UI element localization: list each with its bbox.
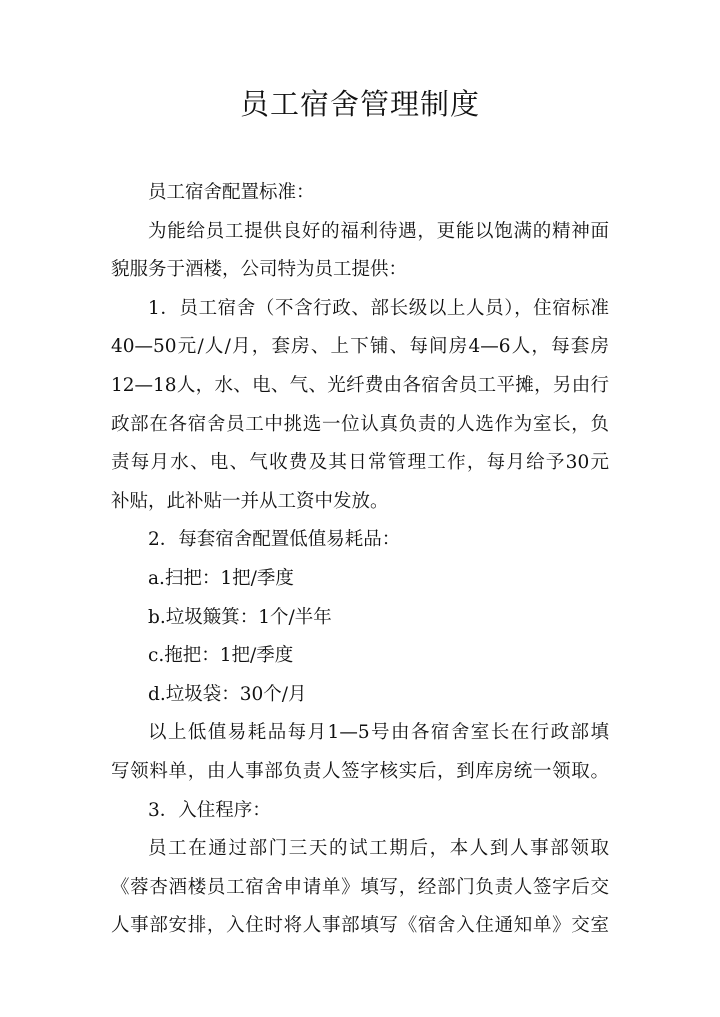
item-1-line: 1．员工宿舍（不含行政、部长级以上人员），住宿标准 (148, 297, 609, 319)
supply-item-dustpan: b.垃圾簸箕：1个/半年 (148, 606, 332, 628)
section-heading-config: 员工宿舍配置标准： (148, 182, 315, 203)
item-1-line: 40—50元/人/月，套房、上下铺、每间房4—6人，每套房 (111, 336, 609, 358)
supply-item-mop: c.拖把：1把/季度 (148, 645, 294, 667)
item-3-heading: 3．入住程序： (148, 799, 271, 821)
item-1-line: 12—18人，水、电、气、光纤费由各宿舍员工平摊，另由行 (111, 374, 609, 396)
supply-item-broom: a.扫把：1把/季度 (148, 567, 294, 589)
paragraph-line: 人事部安排，入住时将人事部填写《宿舍入住通知单》交室 (111, 915, 609, 937)
supply-item-garbage-bags: d.垃圾袋：30个/月 (148, 683, 307, 705)
item-1-line: 政部在各宿舍员工中挑选一位认真负责的人选作为室长，负 (111, 413, 609, 435)
document-title: 员工宿舍管理制度 (239, 87, 480, 121)
item-1-line: 补贴，此补贴一并从工资中发放。 (111, 490, 389, 512)
document-body (111, 174, 609, 946)
item-1-line: 责每月水、电、气收费及其日常管理工作，每月给予30元 (111, 452, 609, 474)
paragraph-line: 以上低值易耗品每月1—5号由各宿舍室长在行政部填 (148, 722, 609, 744)
item-2-heading: 2．每套宿舍配置低值易耗品： (148, 529, 401, 551)
paragraph-line: 员工在通过部门三天的试工期后，本人到人事部领取 (148, 838, 609, 860)
paragraph-line: 《蓉杏酒楼员工宿舍申请单》填写，经部门负责人签字后交 (111, 876, 609, 898)
paragraph-line: 貌服务于酒楼，公司特为员工提供： (111, 259, 408, 281)
paragraph-line: 为能给员工提供良好的福利待遇，更能以饱满的精神面 (148, 220, 609, 242)
paragraph-line: 写领料单，由人事部负责人签字核实后，到库房统一领取。 (111, 760, 609, 782)
